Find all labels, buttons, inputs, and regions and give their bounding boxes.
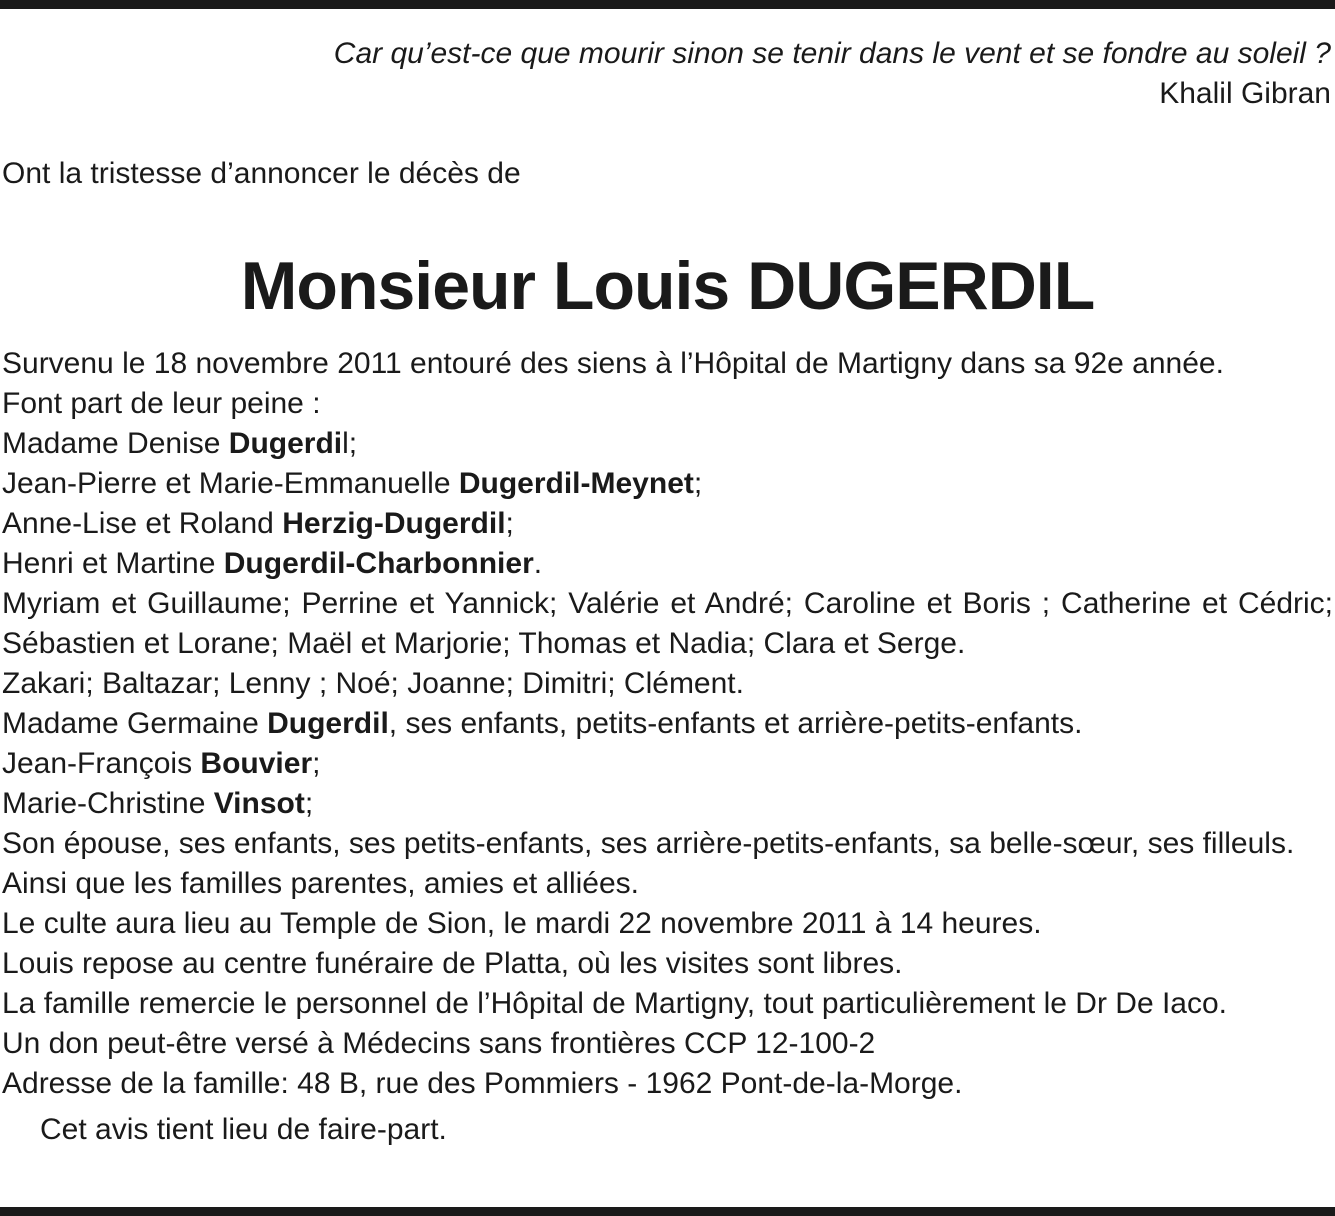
obituary-body bbox=[2, 344, 1333, 1150]
mourners-heading: Font part de leur peine : bbox=[2, 387, 321, 420]
epigraph bbox=[334, 34, 1331, 114]
donation-info: Un don peut-être versé à Médecins sans frontières CCP 12-100-2 bbox=[2, 1027, 876, 1060]
family-summary: Son épouse, ses enfants, ses petits-enfants, ses arrière-petits-enfants, sa belle-sœur, ses filleuls. bbox=[2, 827, 1295, 860]
epigraph-text: Car qu’est-ce que mourir sinon se tenir dans le vent et se fondre au soleil ? bbox=[333, 37, 1331, 70]
closing-note: Cet avis tient lieu de faire-part. bbox=[40, 1113, 447, 1146]
mourner-denise: Madame Denise Dugerdil; bbox=[2, 427, 358, 460]
acknowledgement: La famille remercie le personnel de l’Hôpital de Martigny, tout particulièrement le Dr De Iaco. bbox=[2, 987, 1228, 1020]
death-details: Survenu le 18 novembre 2011 entouré des siens à l’Hôpital de Martigny dans sa 92e année. bbox=[2, 347, 1224, 380]
mourner-henri: Henri et Martine Dugerdil-Charbonnier. bbox=[2, 547, 543, 580]
visitation-details: Louis repose au centre funéraire de Platta, où les visites sont libres. bbox=[2, 947, 903, 980]
family-address: Adresse de la famille: 48 B, rue des Pommiers - 1962 Pont-de-la-Morge. bbox=[2, 1067, 963, 1100]
bottom-border-rule bbox=[0, 1207, 1335, 1216]
mourner-jean-francois: Jean-François Bouvier; bbox=[2, 747, 321, 780]
extended-family: Ainsi que les familles parentes, amies et alliées. bbox=[2, 867, 639, 900]
service-details: Le culte aura lieu au Temple de Sion, le mardi 22 novembre 2011 à 14 heures. bbox=[2, 907, 1042, 940]
announcement-intro: Ont la tristesse d’annoncer le décès de bbox=[2, 157, 521, 190]
epigraph-author: Khalil Gibran bbox=[1159, 77, 1331, 110]
mourner-marie-christine: Marie-Christine Vinsot; bbox=[2, 787, 314, 820]
mourner-germaine: Madame Germaine Dugerdil, ses enfants, petits-enfants et arrière-petits-enfants. bbox=[2, 707, 1083, 740]
deceased-name: Monsieur Louis DUGERDIL bbox=[240, 248, 1095, 324]
mourner-anne-lise: Anne-Lise et Roland Herzig-Dugerdil; bbox=[2, 507, 514, 540]
grandchildren-list: Myriam et Guillaume; Perrine et Yannick; Valérie et André; Caroline et Boris ; Catherine et Cédric; Sébastien et Lorane; Maël et Marjorie; Thomas et Nadia; Clara et Serge. bbox=[2, 587, 1333, 660]
great-grandchildren-list: Zakari; Baltazar; Lenny ; Noé; Joanne; Dimitri; Clément. bbox=[2, 667, 744, 700]
top-border-rule bbox=[0, 0, 1335, 9]
mourner-jean-pierre: Jean-Pierre et Marie-Emmanuelle Dugerdil-Meynet; bbox=[2, 467, 703, 500]
